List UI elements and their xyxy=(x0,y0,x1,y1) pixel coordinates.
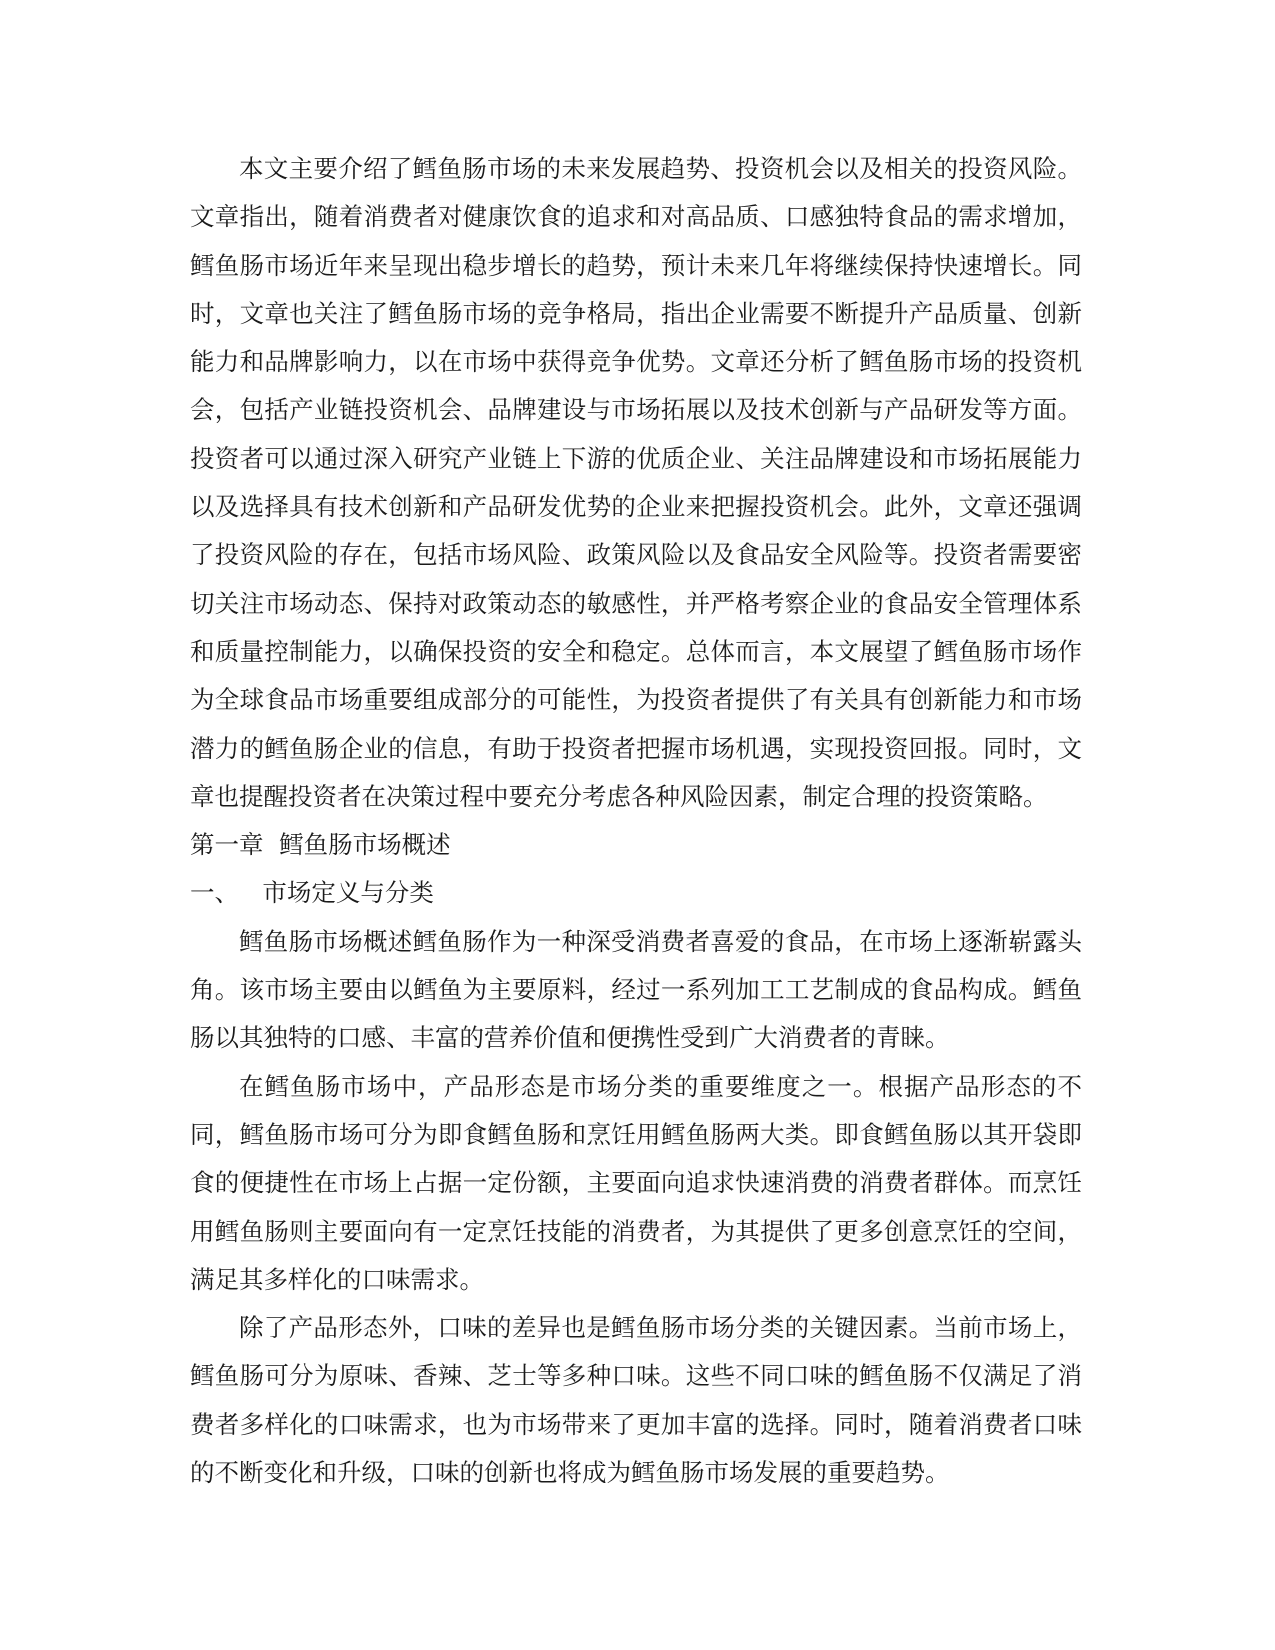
body-paragraph-2: 在鳕鱼肠市场中，产品形态是市场分类的重要维度之一。根据产品形态的不同，鳕鱼肠市场可分为即食鳕鱼肠和烹饪用鳕鱼肠两大类。即食鳕鱼肠以其开袋即食的便捷性在市场上占据一定份额，主要面向追求快速消费的消费者群体。而烹饪用鳕鱼肠则主要面向有一定烹饪技能的消费者，为其提供了更多创意烹饪的空间，满足其多样化的口味需求。 xyxy=(190,1071,1082,1294)
section-heading: 一、 市场定义与分类 xyxy=(190,878,434,908)
body-paragraph-3: 除了产品形态外，口味的差异也是鳕鱼肠市场分类的关键因素。当前市场上，鳕鱼肠可分为原味、香辣、芝士等多种口味。这些不同口味的鳕鱼肠不仅满足了消费者多样化的口味需求，也为市场带来了更加丰富的选择。同时，随着消费者口味的不断变化和升级，口味的创新也将成为鳕鱼肠市场发展的重要趋势。 xyxy=(190,1313,1082,1488)
chapter-heading: 第一章 鳕鱼肠市场概述 xyxy=(190,830,451,860)
abstract-paragraph: 本文主要介绍了鳕鱼肠市场的未来发展趋势、投资机会以及相关的投资风险。文章指出，随着消费者对健康饮食的追求和对高品质、口感独特食品的需求增加，鳕鱼肠市场近年来呈现出稳步增长的趋势，预计未来几年将继续保持快速增长。同时，文章也关注了鳕鱼肠市场的竞争格局，指出企业需要不断提升产品质量、创新能力和品牌影响力，以在市场中获得竞争优势。文章还分析了鳕鱼肠市场的投资机会，包括产业链投资机会、品牌建设与市场拓展以及技术创新与产品研发等方面。投资者可以通过深入研究产业链上下游的优质企业、关注品牌建设和市场拓展能力以及选择具有技术创新和产品研发优势的企业来把握投资机会。此外，文章还强调了投资风险的存在，包括市场风险、政策风险以及食品安全风险等。投资者需要密切关注市场动态、保持对政策动态的敏感性，并严格考察企业的食品安全管理体系和质量控制能力，以确保投资的安全和稳定。总体而言，本文展望了鳕鱼肠市场作为全球食品市场重要组成部分的可能性，为投资者提供了有关具有创新能力和市场潜力的鳕鱼肠企业的信息，有助于投资者把握市场机遇，实现投资回报。同时，文章也提醒投资者在决策过程中要充分考虑各种风险因素，制定合理的投资策略。 xyxy=(190,154,1082,811)
document-page xyxy=(190,145,1082,1497)
body-paragraph-1: 鳕鱼肠市场概述鳕鱼肠作为一种深受消费者喜爱的食品，在市场上逐渐崭露头角。该市场主要由以鳕鱼为主要原料，经过一系列加工工艺制成的食品构成。鳕鱼肠以其独特的口感、丰富的营养价值和便携性受到广大消费者的青睐。 xyxy=(190,926,1082,1053)
